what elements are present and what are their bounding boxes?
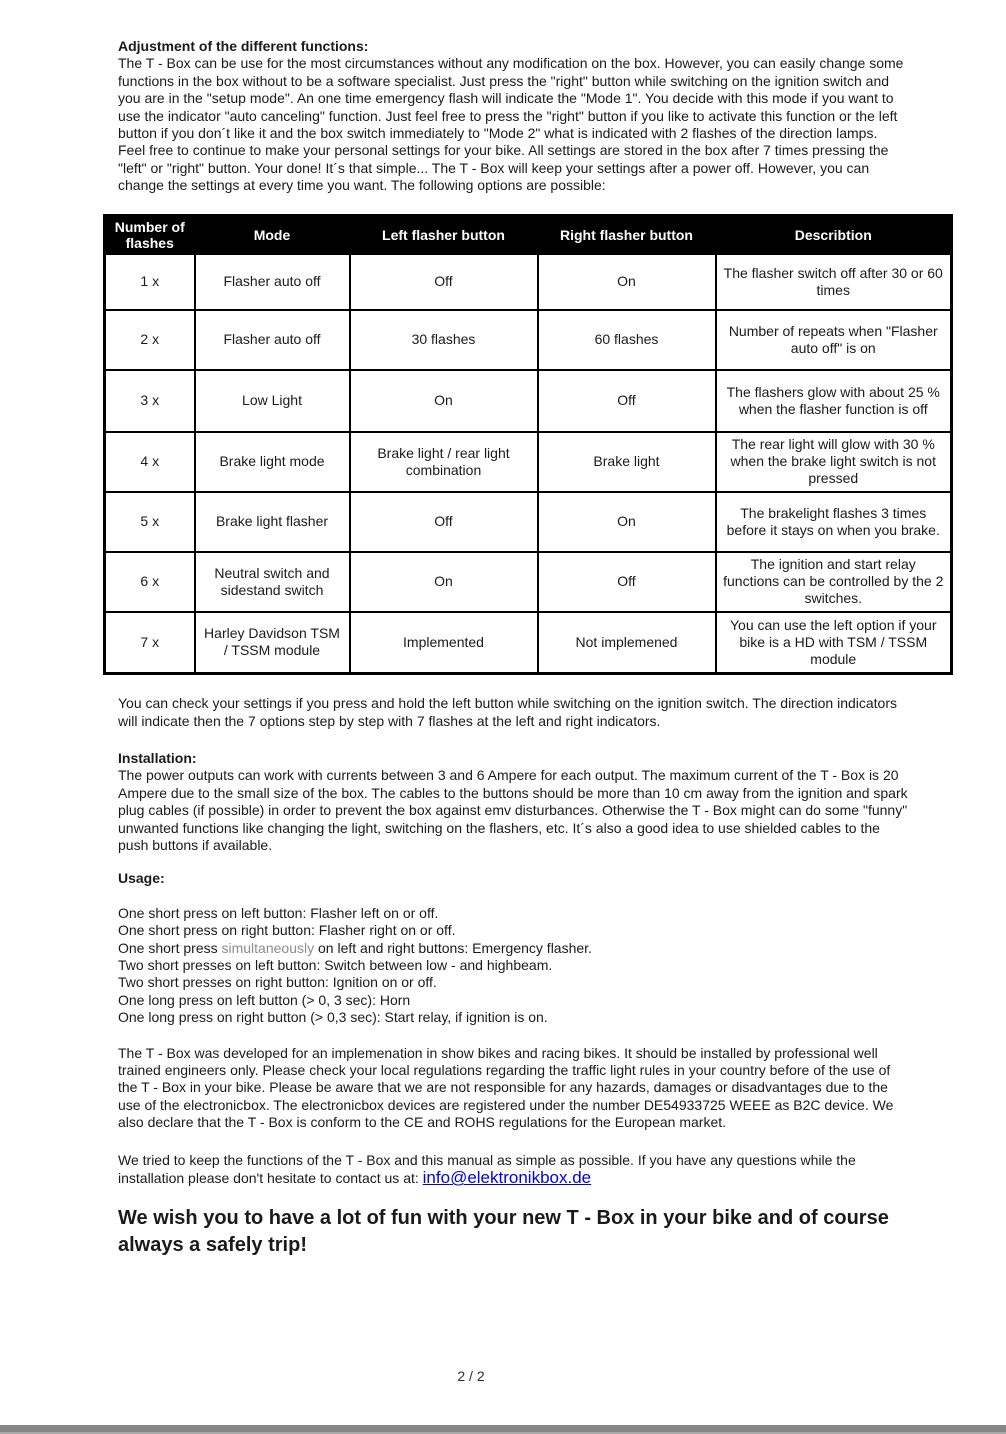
table-cell: Flasher auto off: [195, 254, 350, 310]
usage-line: Two short presses on right button: Ignition on or off.: [118, 974, 437, 991]
adjustment-paragraph: The T - Box can be use for the most circumstances without any modification on the box. However, you can easily change some functions in the box without to be a software specialist. Just press the "right" button while switching on the ignition switch and you are in the "setup mode". An one time emergency flash will indicate the "Mode 1". You decide with this mode if you want to use the indicator "auto canceling" function. Just feel free to press the "right" button if you like to activate this function or the left button if you don´t like it and the box switch immediately to "Mode 2" what is indicated with 2 flashes of the direction lamps. Feel free to continue to make your personal settings for your bike. All settings are stored in the box after 7 times pressing the "left" or "right" button. Your done! It´s that simple... The T - Box will keep your settings after a power off. However, you can change the settings at every time you want. The following options are possible:: [118, 55, 904, 194]
table-cell: 5 x: [105, 492, 195, 552]
table-row: [105, 552, 952, 612]
table-cell: 7 x: [105, 612, 195, 674]
table-cell: The ignition and start relay functions can be controlled by the 2 switches.: [716, 552, 952, 612]
usage-line: One short press on right button: Flasher right on or off.: [118, 922, 456, 939]
table-cell: 3 x: [105, 370, 195, 432]
table-cell: The flasher switch off after 30 or 60 times: [716, 254, 952, 310]
contact-paragraph: [118, 1152, 908, 1188]
table-cell: 60 flashes: [538, 310, 716, 370]
closing-message: We wish you to have a lot of fun with your new T - Box in your bike and of course always a safely trip!: [118, 1206, 889, 1256]
table-cell: 30 flashes: [350, 310, 538, 370]
table-cell: Brake light: [538, 432, 716, 492]
table-cell: The brakelight flashes 3 times before it stays on when you brake.: [716, 492, 952, 552]
table-cell: Harley Davidson TSM / TSSM module: [195, 612, 350, 674]
page-number: 2 / 2: [457, 1368, 485, 1384]
table-row: [105, 370, 952, 432]
table-cell: Neutral switch and sidestand switch: [195, 552, 350, 612]
table-cell: Brake light flasher: [195, 492, 350, 552]
usage-heading: Usage:: [118, 870, 165, 887]
usage-line-prefix: One short press: [118, 939, 222, 956]
table-cell: Number of repeats when "Flasher auto off" is on: [716, 310, 952, 370]
check-settings-paragraph: You can check your settings if you press and hold the left button while switching on the ignition switch. The direction indicators will indicate then the 7 options step by step with 7 flashes at the left and right indicators.: [118, 695, 898, 729]
options-table: [103, 214, 953, 676]
usage-line: Two short presses on left button: Switch between low - and highbeam.: [118, 957, 553, 974]
table-header-row: [105, 215, 952, 254]
table-cell: Brake light mode: [195, 432, 350, 492]
table-row: [105, 492, 952, 552]
contact-email-link[interactable]: info@elektronikbox.de: [422, 1168, 592, 1188]
table-cell: Implemented: [350, 612, 538, 674]
table-cell: Flasher auto off: [195, 310, 350, 370]
table-cell: The flashers glow with about 25 % when the flasher function is off: [716, 370, 952, 432]
table-row: [105, 432, 952, 492]
table-cell: The rear light will glow with 30 % when the brake light switch is not pressed: [716, 432, 952, 492]
table-cell: 6 x: [105, 552, 195, 612]
table-row: [105, 612, 952, 674]
table-cell: Not implemened: [538, 612, 716, 674]
table-row: [105, 254, 952, 310]
table-cell: 1 x: [105, 254, 195, 310]
table-cell: You can use the left option if your bike is a HD with TSM / TSSM module: [716, 612, 952, 674]
table-cell: Off: [350, 254, 538, 310]
usage-line-suffix: on left and right buttons: Emergency flasher.: [314, 939, 592, 956]
table-cell: Low Light: [195, 370, 350, 432]
usage-line: One long press on left button (> 0, 3 sec): Horn: [118, 991, 411, 1008]
usage-line-muted-word: simultaneously: [221, 939, 315, 956]
table-cell: On: [350, 370, 538, 432]
table-cell: On: [350, 552, 538, 612]
table-cell: Off: [538, 370, 716, 432]
usage-line: One long press on right button (> 0,3 sec): Start relay, if ignition is on.: [118, 1009, 548, 1026]
table-cell: On: [538, 254, 716, 310]
table-cell: Off: [350, 492, 538, 552]
table-header-cell: Mode: [195, 215, 350, 254]
table-row: [105, 310, 952, 370]
footer-bar: [0, 1425, 1006, 1434]
installation-heading: Installation:: [118, 749, 197, 766]
table-cell: Brake light / rear light combination: [350, 432, 538, 492]
table-header-cell: Number of flashes: [105, 215, 195, 254]
table-header-cell: Right flasher button: [538, 215, 716, 254]
adjustment-heading: Adjustment of the different functions:: [118, 38, 369, 54]
installation-paragraph: The power outputs can work with currents between 3 and 6 Ampere for each output. The maximum current of the T - Box is 20 Ampere due to the small size of the box. The cables to the buttons should be more than 10 cm away from the ignition and spark plug cables (if possible) in order to prevent the box against emv disturbances. Otherwise the T - Box might can do some "funny" unwanted functions like changing the light, switching on the flashers, etc. It´s also a good idea to use shielded cables to the push buttons if available.: [118, 767, 908, 853]
table-cell: On: [538, 492, 716, 552]
table-cell: 4 x: [105, 432, 195, 492]
contact-text: We tried to keep the functions of the T - Box and this manual as simple as possible. If you have any questions while the installation please don't hesitate to contact us at:: [118, 1151, 856, 1187]
usage-line: One short press on left button: Flasher left on or off.: [118, 904, 439, 921]
usage-line: [118, 940, 908, 957]
table-cell: Off: [538, 552, 716, 612]
table-header-cell: Left flasher button: [350, 215, 538, 254]
usage-list: [118, 905, 908, 1027]
table-header-cell: Describtion: [716, 215, 952, 254]
table-cell: 2 x: [105, 310, 195, 370]
legal-paragraph: The T - Box was developed for an implemenation in show bikes and racing bikes. It should be installed by professional well trained engineers only. Please check your local regulations regarding the traffic light rules in your country before of the use of the T - Box in your bike. Please be aware that we are not responsible for any hazards, damages or disadvantages due to the use of the electronicbox. The electronicbox devices are registered under the number DE54933725 WEEE as B2C device. We also declare that the T - Box is conform to the CE and ROHS regulations for the European market.: [118, 1044, 894, 1131]
